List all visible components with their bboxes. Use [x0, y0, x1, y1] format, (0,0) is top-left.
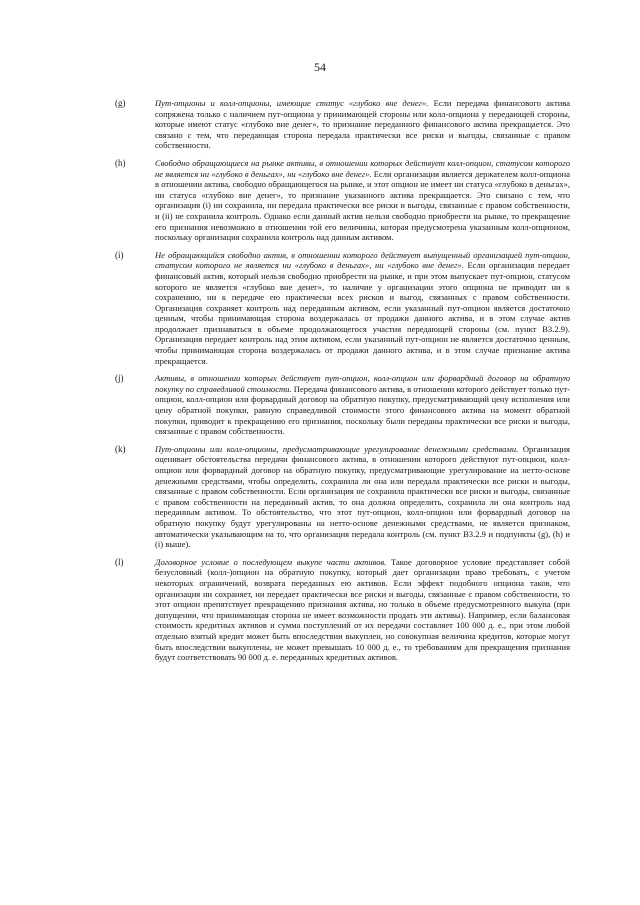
item-label: (l) [115, 556, 124, 567]
list-item-h [115, 158, 570, 243]
item-lead: Активы, в отношении которых действует пут-опцион, колл-опцион или форвардный договор на обратную покупку по справедливой стоимости. [155, 373, 570, 394]
item-paragraph [155, 557, 570, 663]
page-number: 54 [314, 60, 326, 74]
item-text: Если передача финансового актива сопряжена только с наличием пут-опциона у принимающей стороны или колл-опциона у передающей стороны, которые имеют статус «глубоко вне денег», то признание переданного финансового актива прекращается. Это связано с тем, что передающая сторона передала практически все риски и выгоды, связанные с правом собственности. [155, 98, 570, 151]
item-text: Если организация является держателем колл-опциона в отношении актива, свободно обращающегося на рынке, и этот опцион не имеет ни статуса «глубоко в деньгах», ни статуса «глубоко вне денег», то признание указанного актива прекращается. Это связано с тем, что организация (i) ни сохранила, ни передала практически все риски и выгоды, связанные с правом собственности, и (ii) не сохранила контроль. Однако если данный актив нельзя свободно приобрести на рынке, то прекращение его признания невозможно в отношении той его величины, которая предусмотрена указанным колл-опционом, поскольку организация сохранила контроль над данным активом. [155, 168, 571, 243]
item-paragraph [155, 444, 570, 550]
item-label: (j) [115, 373, 124, 384]
item-text: Такое договорное условие представляет собой безусловный (колл-)опцион на обратную покупку, который дает организации право требовать, с учетом некоторых ограничений, возврата переданных ею активов. Если эффект подобного опциона таков, что организация ни сохраняет, ни передает практически все риски и выгоды, связанные с правом собственности, то этот опцион препятствует прекращению признания актива, но только в объеме предусмотренного выкупа (при допущении, что принимающая сторона не имеет возможности продать эти активы). Например, если балансовая стоимость кредитных активов и сумма поступлений от их передачи составляет 100 000 д. е., при этом любой отдельно взятый кредит может быть впоследствии выкуплен, но совокупная величина кредитов, которые могут быть впоследствии выкуплены, не может превышать 10 000 д. е., то требованиям для прекращения признания будут соответствовать 90 000 д. е. переданных кредитных активов. [155, 556, 570, 663]
item-label: (i) [115, 249, 124, 260]
item-lead: Не обращающийся свободно актив, в отношении которого действует выпущенный организацией пут-опцион, статусом которого не является ни «глубоко в деньгах», ни «глубоко вне денег». [155, 249, 570, 271]
item-lead: Пут-опционы или колл-опционы, предусматривающие урегулирование денежными средствами. [155, 443, 519, 454]
item-label: (h) [115, 157, 126, 168]
list-item-g [115, 98, 570, 151]
item-text: Организация оценивает обстоятельства передачи финансового актива, в отношении которого действуют пут-опцион, колл-опцион или форвардный договор на обратную покупку, предусматривающие урегулирование на нетто-основе денежными средствами, чтобы определить, сохранила ли она или передала практически все риски и выгоды, связанные с правом собственности. Если организация не сохранила практически все риски и выгоды, связанные с правом собственности на переданный актив, то она должна определить, сохранила ли она контроль над переданным активом. То обстоятельство, что этот пут-опцион, колл-опцион или форвардный договор на обратную покупку будут урегулированы на нетто-основе денежными средствами, не является признаком, автоматически указывающим на то, что организация передала контроль (см. пункт B3.2.9 и подпункты (g), (h) и (i) выше). [155, 443, 570, 550]
item-label: (k) [115, 443, 126, 454]
item-paragraph [155, 250, 570, 367]
item-paragraph [155, 158, 570, 243]
list-item-k [115, 444, 570, 550]
item-lead: Свободно обращающиеся на рынке активы, в отношении которых действует колл-опцион, статусом которого не является ни «глубоко в деньгах», ни «глубоко вне денег». [155, 157, 570, 179]
item-paragraph [155, 373, 570, 437]
item-paragraph [155, 98, 570, 151]
items-list [115, 98, 570, 670]
item-label: (g) [115, 98, 126, 108]
item-lead: Пут-опционы и колл-опционы, имеющие статус «глубоко вне денег». [155, 98, 429, 108]
item-lead: Договорное условие о последующем выкупе части активов. [155, 556, 387, 567]
item-text: Передача финансового актива, в отношении которого действует только пут-опцион, колл-опцион или форвардный договор на обратную покупку, предусматривающий цену исполнения или цену обратной покупки, равную справедливой стоимости этого финансового актива на момент обратной покупки, приводит к прекращению его признания, поскольку были переданы практически все риски и выгоды, связанные с правом собственности. [155, 383, 571, 437]
item-text: Если организация передает финансовый актив, который нельзя свободно приобрести на рынке, и при этом выпускает пут-опцион, статусом которого не является «глубоко вне денег», то наличие у организации этого опциона не приводит ни к сохранению, ни к передаче ею практически всех рисков и выгод, связанных с правом собственности. Организация сохраняет контроль над переданным активом, если указанный пут-опцион является достаточно ценным, чтобы принимающая сторона воздержалась от продажи данного актива, и в этом случае актив продолжает признаваться в объеме продолжающегося участия передающей стороны (см. пункт B3.2.9). Организация передает контроль над этим активом, если указанный пут-опцион не является достаточно ценным, чтобы принимающая сторона воздержалась от продажи данного актива, и в этом случае признание актива прекращается. [155, 260, 570, 366]
list-item-j [115, 373, 570, 437]
list-item-l [115, 557, 570, 663]
list-item-i [115, 250, 570, 367]
